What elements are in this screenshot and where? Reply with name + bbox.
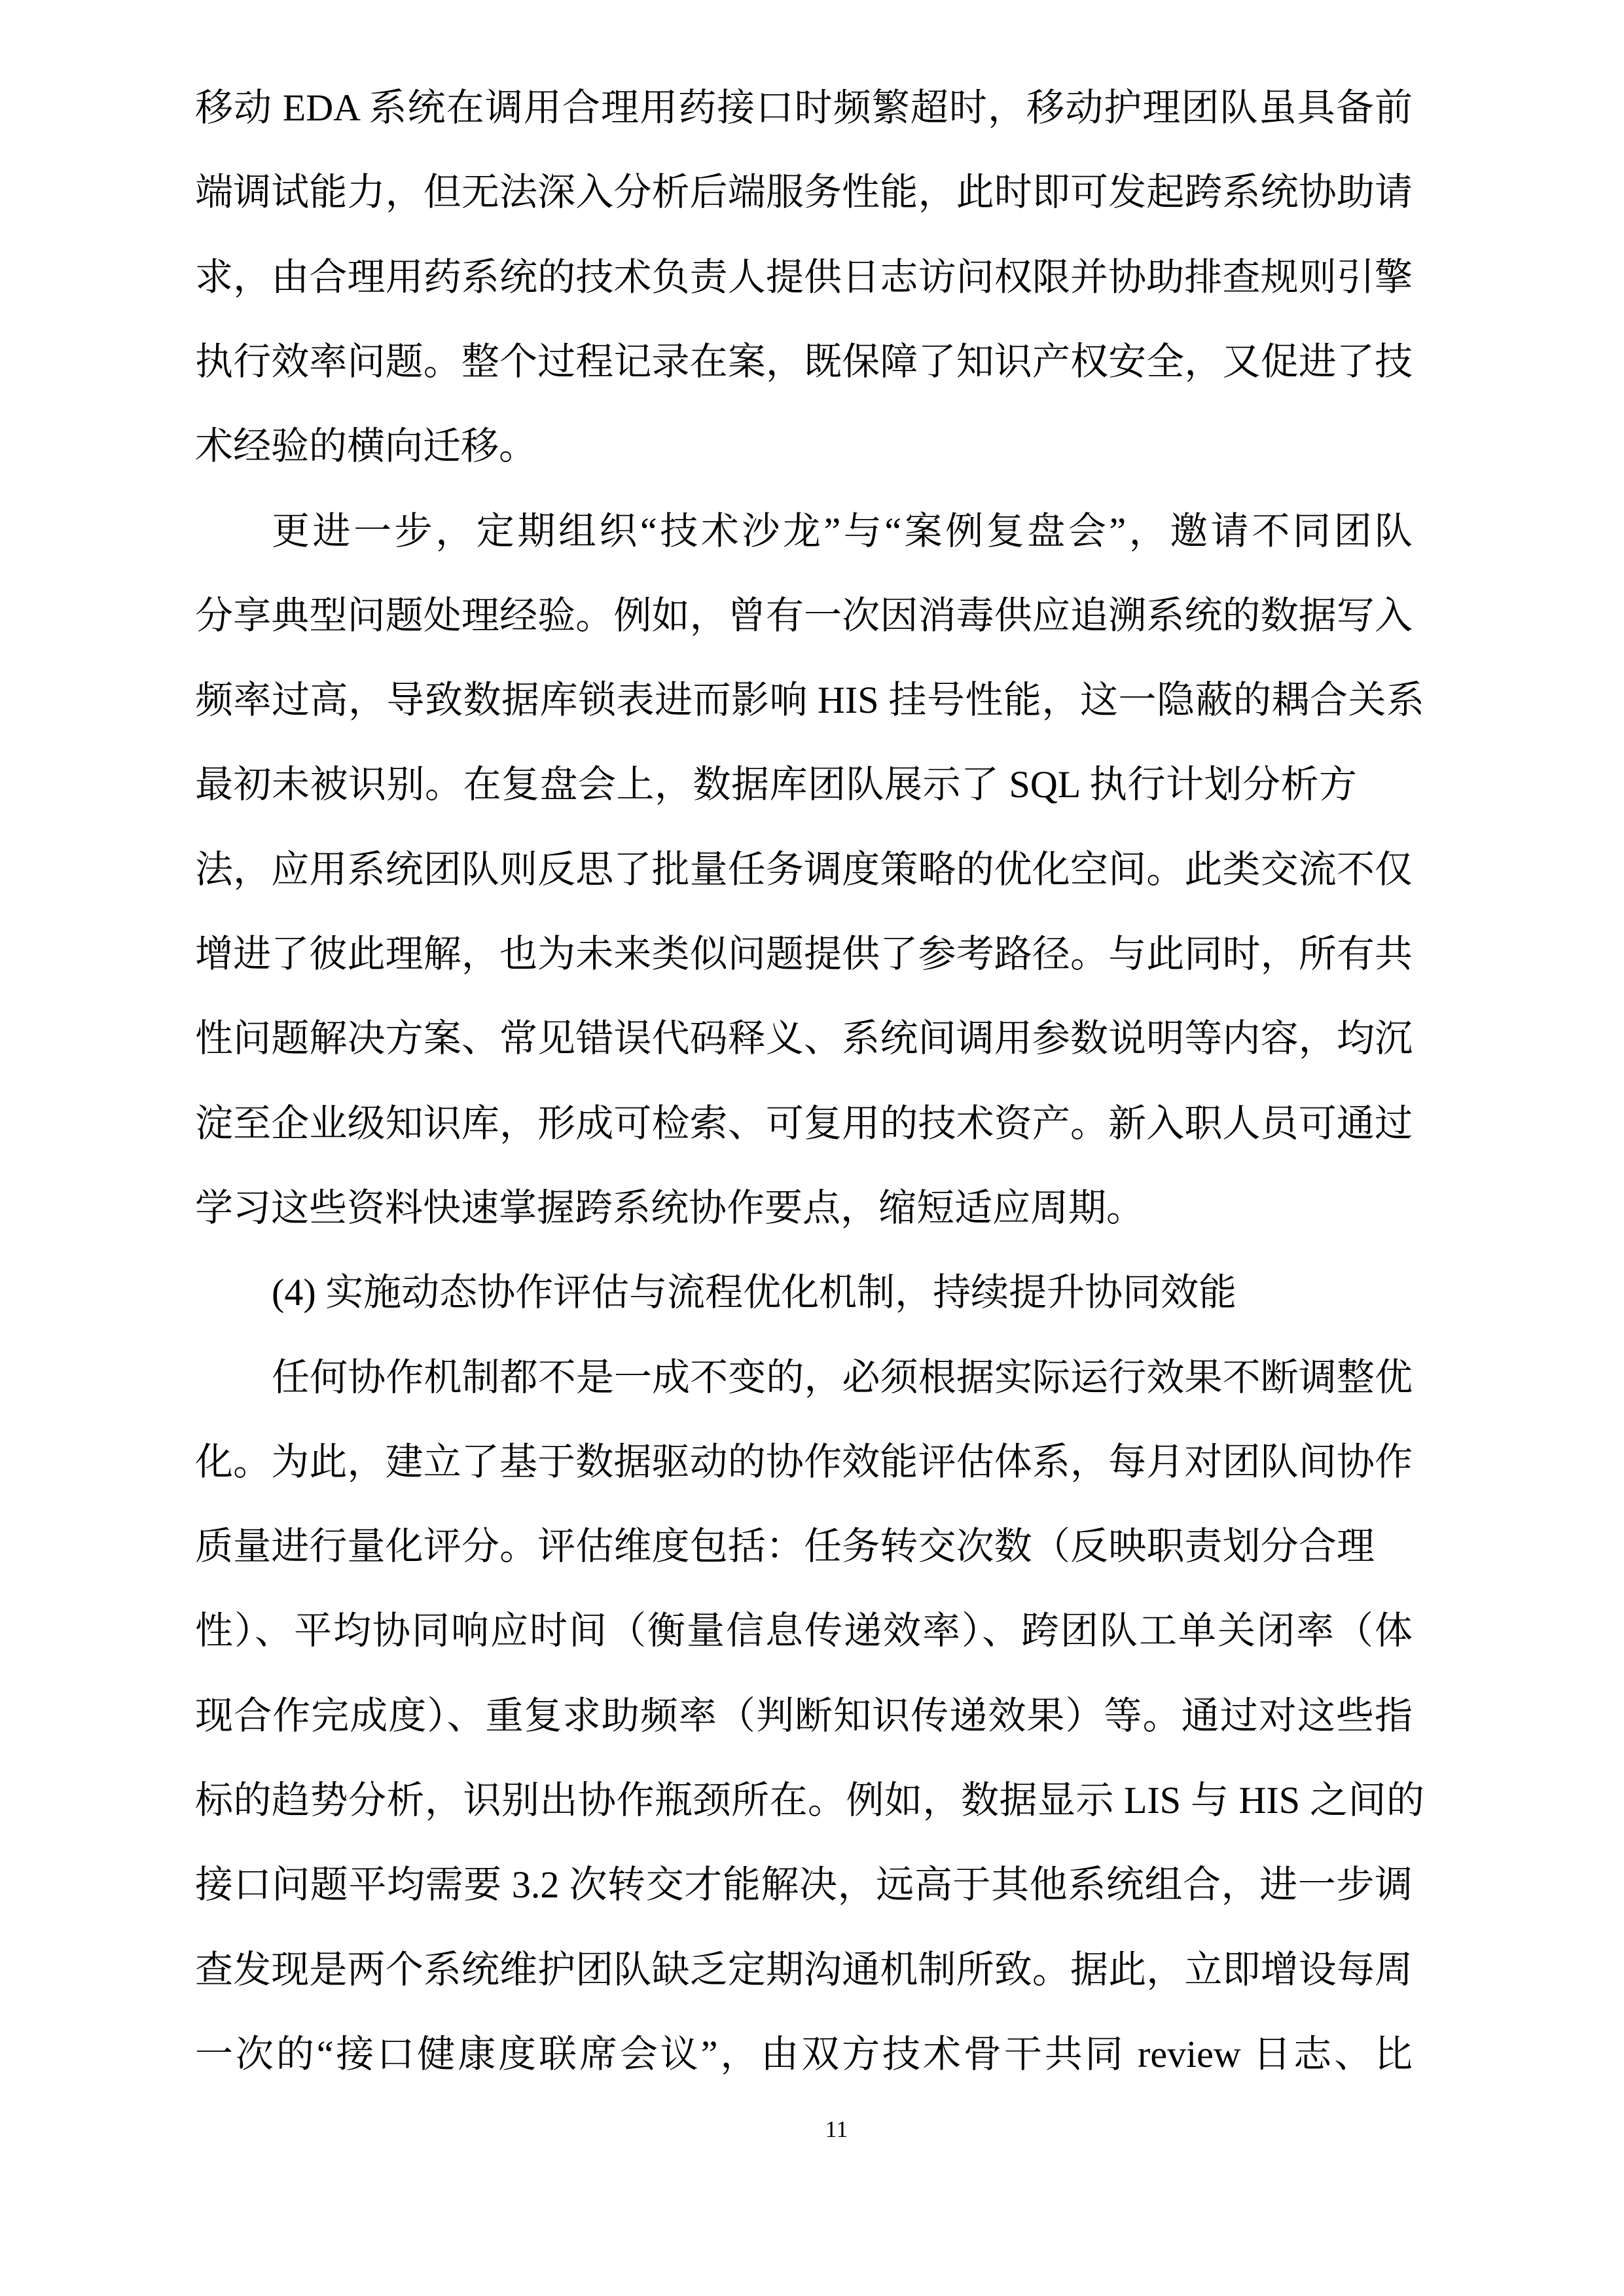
text-line: 法，应用系统团队则反思了批量任务调度策略的优化空间。此类交流不仅 — [195, 848, 1413, 891]
text-line: 术经验的横向迁移。 — [195, 425, 537, 467]
text-line: 执行效率问题。整个过程记录在案，既保障了知识产权安全，又促进了技 — [195, 340, 1413, 383]
text-line: 标的趋势分析，识别出协作瓶颈所在。例如，数据显示 LIS 与 HIS 之间的 — [195, 1779, 1424, 1821]
text-line: 最初未被识别。在复盘会上，数据库团队展示了 SQL 执行计划分析方 — [195, 763, 1357, 806]
text-line-first: 更进一步，定期组织“技术沙龙”与“案例复盘会”，邀请不同团队 — [272, 510, 1413, 552]
page-number: 11 — [825, 2116, 848, 2142]
text-line: 现合作完成度）、重复求助频率（判断知识传递效果）等。通过对这些指 — [195, 1695, 1413, 1737]
heading-text: (4) 实施动态协作评估与流程优化机制，持续提升协同效能 — [272, 1271, 1237, 1314]
text-line: 化。为此，建立了基于数据驱动的协作效能评估体系，每月对团队间协作 — [195, 1441, 1413, 1483]
text-line: 端调试能力，但无法深入分析后端服务性能，此时即可发起跨系统协助请 — [195, 171, 1413, 213]
text-line: 频率过高，导致数据库锁表进而影响 HIS 挂号性能，这一隐蔽的耦合关系 — [195, 679, 1424, 721]
text-line: 质量进行量化评分。评估维度包括：任务转交次数（反映职责划分合理 — [195, 1525, 1375, 1568]
text-line: 查发现是两个系统维护团队缺乏定期沟通机制所致。据此，立即增设每周 — [195, 1948, 1413, 1991]
text-line: 接口问题平均需要 3.2 次转交才能解决，远高于其他系统组合，进一步调 — [195, 1863, 1413, 1906]
text-line: 增进了彼此理解，也为未来类似问题提供了参考路径。与此同时，所有共 — [195, 933, 1413, 975]
text-line: 求，由合理用药系统的技术负责人提供日志访问权限并协助排查规则引擎 — [195, 256, 1413, 298]
text-line-first: 任何协作机制都不是一成不变的，必须根据实际运行效果不断调整优 — [272, 1356, 1413, 1399]
text-line: 分享典型问题处理经验。例如，曾有一次因消毒供应追溯系统的数据写入 — [195, 594, 1413, 637]
text-line: 学习这些资料快速掌握跨系统协作要点，缩短适应周期。 — [195, 1187, 1145, 1229]
text-line: 性）、平均协同响应时间（衡量信息传递效率）、跨团队工单关闭率（体 — [195, 1609, 1413, 1652]
text-line: 移动 EDA 系统在调用合理用药接口时频繁超时，移动护理团队虽具备前 — [195, 86, 1413, 129]
text-line: 淀至企业级知识库，形成可检索、可复用的技术资产。新入职人员可通过 — [195, 1102, 1413, 1145]
text-line: 性问题解决方案、常见错误代码释义、系统间调用参数说明等内容，均沉 — [195, 1017, 1413, 1060]
text-line: 一次的“接口健康度联席会议”，由双方技术骨干共同 review 日志、比 — [195, 2033, 1413, 2075]
